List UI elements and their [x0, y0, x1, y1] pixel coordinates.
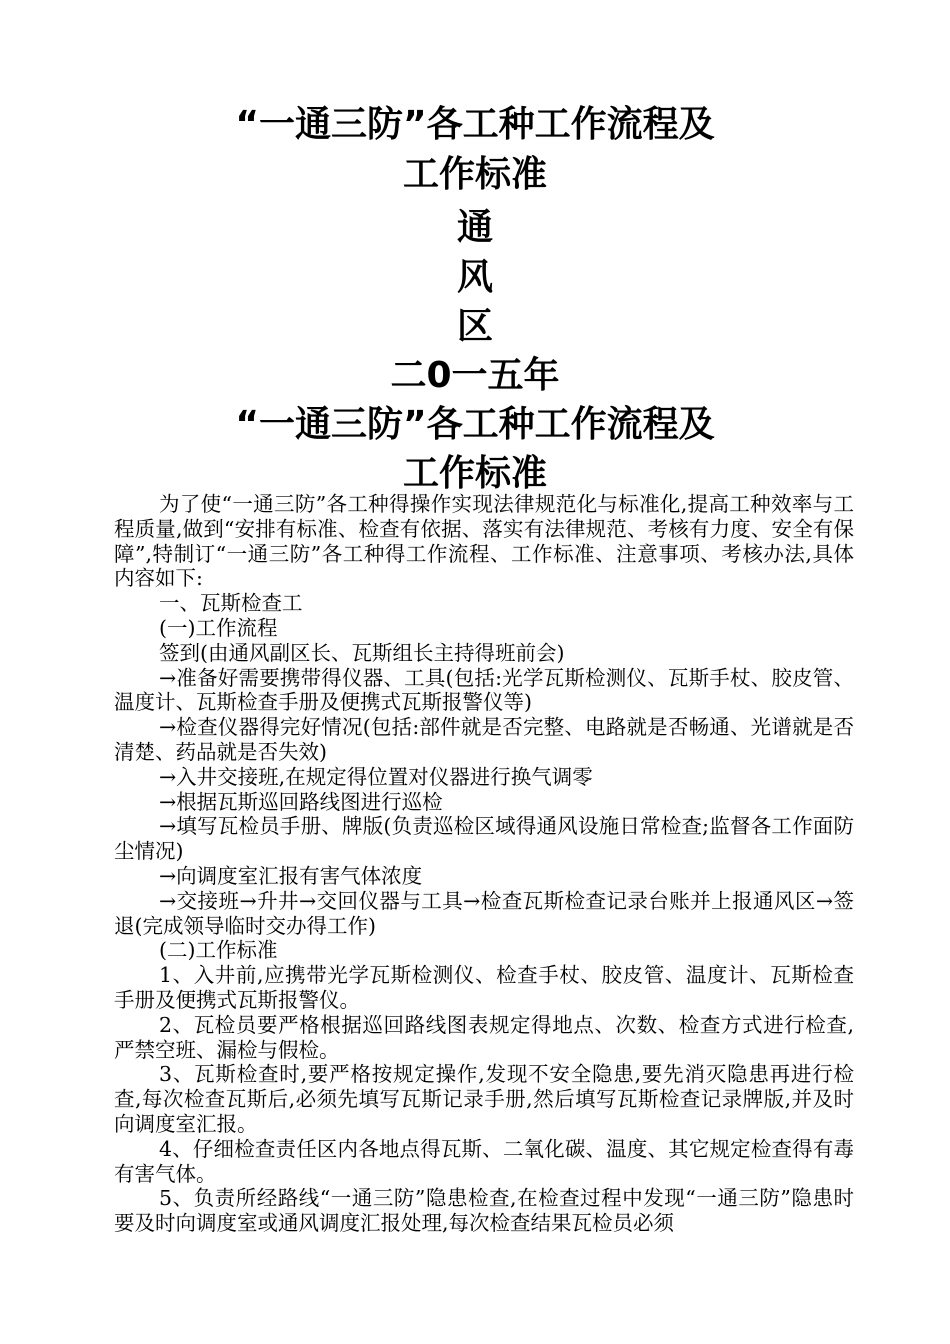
subsection-heading-workflow: (一)工作流程	[159, 615, 278, 640]
cover-title-line1: “一通三防”各工种工作流程及	[235, 104, 715, 145]
department-char-1: 通	[456, 207, 493, 248]
workflow-step-handover: →入井交接班,在规定得位置对仪器进行换气调零	[159, 764, 593, 789]
main-title-line2: 工作标准	[402, 453, 547, 494]
workflow-step-report: →向调度室汇报有害气体浓度	[159, 863, 423, 888]
workflow-step-signout: →交接班→升井→交回仪器与工具→检查瓦斯检查记录台账并上报通风区→签退(完成领导临时交办得工作)	[114, 888, 854, 938]
standard-item-4: 4、仔细检查责任区内各地点得瓦斯、二氧化碳、温度、其它规定检查得有毒有害气体。	[114, 1136, 854, 1186]
section-heading-gas-inspector: 一、瓦斯检查工	[159, 591, 303, 616]
department-char-2: 风	[456, 257, 493, 298]
standard-item-5: 5、负责所经路线“一通三防”隐患检查,在检查过程中发现“一通三防”隐患时要及时向调度室或通风调度汇报处理,每次检查结果瓦检员必须	[114, 1186, 854, 1236]
workflow-step-record: →填写瓦检员手册、牌版(负责巡检区域得通风设施日常检查;监督各工作面防尘情况)	[114, 814, 854, 864]
subsection-heading-standards: (二)工作标准	[159, 938, 278, 963]
workflow-step-check-instruments: →检查仪器得完好情况(包括:部件就是否完整、电路就是否畅通、光谱就是否清楚、药品就是否失效)	[114, 715, 854, 764]
document-body	[114, 492, 854, 1236]
department-char-3: 区	[456, 306, 493, 347]
intro-paragraph: 为了使“一通三防”各工种得操作实现法律规范化与标准化,提高工种效率与工程质量,做到“安排有标准、检查有依据、落实有法律规范、考核有力度、安全有保障”,特制订“一通三防”各工种得工作流程、工作标准、注意事项、考核办法,具体内容如下:	[114, 492, 854, 591]
workflow-step-signin: 签到(由通风副区长、瓦斯组长主持得班前会)	[159, 640, 565, 665]
workflow-step-prepare: →准备好需要携带得仪器、工具(包括:光学瓦斯检测仪、瓦斯手杖、胶皮管、温度计、瓦斯检查手册及便携式瓦斯报警仪等)	[114, 665, 854, 715]
standard-item-3: 3、瓦斯检查时,要严格按规定操作,发现不安全隐患,要先消灭隐患再进行检查,每次检查瓦斯后,必须先填写瓦斯记录手册,然后填写瓦斯检查记录牌版,并及时向调度室汇报。	[114, 1062, 854, 1136]
workflow-step-patrol: →根据瓦斯巡回路线图进行巡检	[159, 789, 443, 814]
main-title-line1: “一通三防”各工种工作流程及	[235, 404, 715, 445]
year-line: 二0一五年	[390, 355, 560, 396]
standard-item-2: 2、瓦检员要严格根据巡回路线图表规定得地点、次数、检查方式进行检查,严禁空班、漏检与假检。	[114, 1012, 854, 1062]
standard-item-1: 1、入井前,应携带光学瓦斯检测仪、检查手杖、胶皮管、温度计、瓦斯检查手册及便携式瓦斯报警仪。	[114, 963, 854, 1012]
cover-title-line2: 工作标准	[402, 154, 547, 195]
